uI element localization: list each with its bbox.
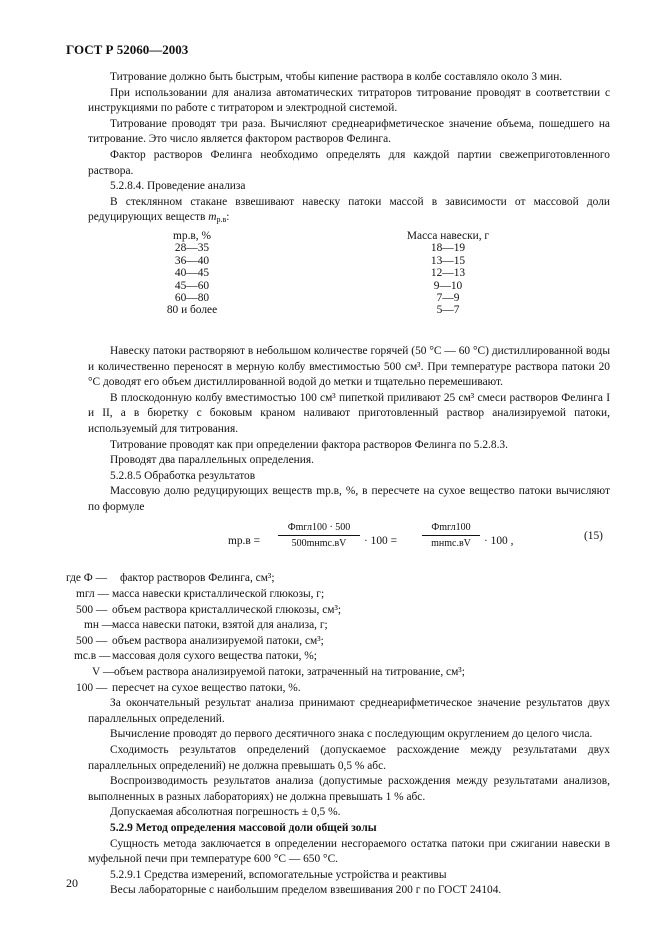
definition-text: пересчет на сухое вещество патоки, %. <box>112 681 301 694</box>
paragraph: Воспроизводимость результатов анализа (допустимые расхождения между результатами анализов, выполненных в разных лабораториях) не должна превышать 1 % абс. <box>88 775 610 803</box>
subsection-title: 5.2.8.4. Проведение анализа <box>110 180 246 193</box>
table-col-2 <box>358 230 538 317</box>
intro-text: В стеклянном стакане взвешивают навеску патоки массой в зависимости от массовой доли редуцирующих веществ <box>88 195 610 224</box>
document-header: ГОСТ Р 52060—2003 <box>66 42 189 57</box>
paragraph: За окончательный результат анализа принимают среднеарифметическое значение результатов двух параллельных определений. <box>88 697 610 725</box>
definition-text: масса навески кристаллической глюкозы, г; <box>112 588 325 601</box>
table-cell: 40—45 <box>174 267 210 280</box>
symbol-m: m <box>208 211 217 224</box>
table-cell: 12—13 <box>430 267 466 280</box>
page-number: 20 <box>66 876 78 890</box>
formula-mid: · 100 = <box>364 535 397 548</box>
paragraph: Титрование проводят как при определении фактора растворов Фелинга по 5.2.8.3. <box>110 438 508 451</box>
table-header-1: mр.в, % <box>173 229 211 242</box>
definition-row <box>76 681 610 697</box>
definitions-list <box>66 571 610 696</box>
definition-text: масса навески патоки, взятой для анализа, г; <box>112 619 328 632</box>
paragraph: Весы лабораторные с наибольшим пределом взвешивания 200 г по ГОСТ 24104. <box>110 884 502 897</box>
paragraph: Сущность метода заключается в определении несгораемого остатка патоки при сжигании навески в муфельной печи при температуре 600 °С — 650 °С. <box>88 837 610 866</box>
paragraph: В стеклянном стакане взвешивают навеску патоки массой в зависимости от массовой доли редуцирующих веществ $m_{р.в}$: <box>88 195 610 225</box>
paragraph: В плоскодонную колбу вместимостью 100 см³ пипеткой приливают 25 см³ смеси растворов Фелинга I и II, а в бюретку с боковым краном наливают приготовленный раствор анализируемой патоки, используемый для титрования. <box>88 391 610 435</box>
fraction-numerator: Фmгл100 <box>422 521 480 536</box>
paragraph: Допускаемая абсолютная погрешность ± 0,5 %. <box>110 806 341 819</box>
definition-symbol: mс.в — <box>74 650 111 663</box>
symbol-sub: р.в <box>216 215 227 225</box>
definition-text: массовая доля сухого вещества патоки, %; <box>112 650 317 663</box>
table-cell: 18—19 <box>430 242 466 255</box>
table-cell: 7—9 <box>436 291 460 304</box>
paragraph: Массовую долю редуцирующих веществ mр.в, %, в пересчете на сухое вещество патоки вычисляют по формуле <box>88 485 610 513</box>
table-cell: 5—7 <box>436 304 460 317</box>
definition-symbol: 100 — <box>76 681 108 694</box>
definition-symbol: mн — <box>84 619 114 632</box>
definition-symbol: где Ф — <box>66 572 108 585</box>
formula-fraction-1 <box>278 521 360 550</box>
definition-row <box>76 603 610 619</box>
formula-lhs: mр.в = <box>228 535 261 548</box>
paragraph: Фактор растворов Фелинга необходимо определять для каждой партии свежеприготовленного раствора. <box>88 148 610 177</box>
definition-text: объем раствора анализируемой патоки, затраченный на титрование, см³; <box>114 666 465 679</box>
table-cell: 45—60 <box>174 279 210 292</box>
paragraph: Проводят два параллельных определения. <box>110 454 314 467</box>
table-cell: 13—15 <box>430 254 466 267</box>
paragraph: Титрование должно быть быстрым, чтобы кипение раствора в колбе составляло около 3 мин. <box>110 71 563 83</box>
subsection-title: 5.2.8.5 Обработка результатов <box>110 469 256 482</box>
definition-symbol: V — <box>92 666 115 679</box>
section-heading: 5.2.9 Метод определения массовой доли общей золы <box>110 821 377 834</box>
paragraph: Титрование проводят три раза. Вычисляют среднеарифметическое значение объема, пошедшего на титрование. Это число является фактором растворов Фелинга. <box>88 117 610 146</box>
definition-row <box>76 587 610 603</box>
subsection-title: 5.2.9.1 Средства измерений, вспомогательные устройства и реактивы <box>110 868 447 881</box>
table-header-2: Масса навески, г <box>406 229 490 242</box>
definition-text: объем раствора кристаллической глюкозы, см³; <box>112 603 342 616</box>
formula-number: (15) <box>584 530 603 543</box>
definition-symbol: mгл — <box>76 588 109 601</box>
fraction-denominator: mнmс.вV <box>431 538 471 550</box>
definition-text: фактор растворов Фелинга, см³; <box>120 572 275 585</box>
formula-fraction-2 <box>422 521 480 550</box>
definition-row <box>66 571 610 587</box>
table-cell: 28—35 <box>174 242 210 255</box>
definition-row <box>88 665 610 681</box>
paragraph: Сходимость результатов определений (допускаемое расхождение между результатами двух параллельных определений) не должна превышать 0,5 % абс. <box>88 744 610 772</box>
definition-symbol: 500 — <box>76 634 108 647</box>
table-col-1 <box>156 230 228 317</box>
document-body <box>66 70 610 899</box>
definition-row <box>74 649 610 665</box>
definition-symbol: 500 — <box>76 603 108 616</box>
mass-table <box>88 230 610 330</box>
formula-15 <box>88 521 610 563</box>
fraction-denominator: 500mнmс.вV <box>291 538 347 550</box>
table-cell: 9—10 <box>433 279 463 292</box>
table-cell: 60—80 <box>174 291 210 304</box>
formula-tail: · 100 , <box>484 535 514 548</box>
paragraph: Навеску патоки растворяют в небольшом количестве горячей (50 °С — 60 °С) дистиллированной воды и количественно переносят в мерную колбу вместимостью 500 см³. При температуре раствора патоки 20 °С доводят его объем дистиллированной водой до метки и тщательно перемешивают. <box>88 344 610 389</box>
definition-row <box>76 634 610 650</box>
table-cell: 80 и более <box>166 304 218 317</box>
definition-text: объем раствора анализируемой патоки, см³; <box>112 634 324 647</box>
paragraph: Вычисление проводят до первого десятичного знака с последующим округлением до целого числа. <box>110 728 593 741</box>
table-cell: 36—40 <box>174 254 210 267</box>
fraction-numerator: Фmгл100 · 500 <box>278 521 360 536</box>
definition-row <box>84 618 610 634</box>
paragraph: При использовании для анализа автоматических титраторов титрование проводят в соответствии с инструкциями по работе с титратором и электродной системой. <box>88 86 610 115</box>
